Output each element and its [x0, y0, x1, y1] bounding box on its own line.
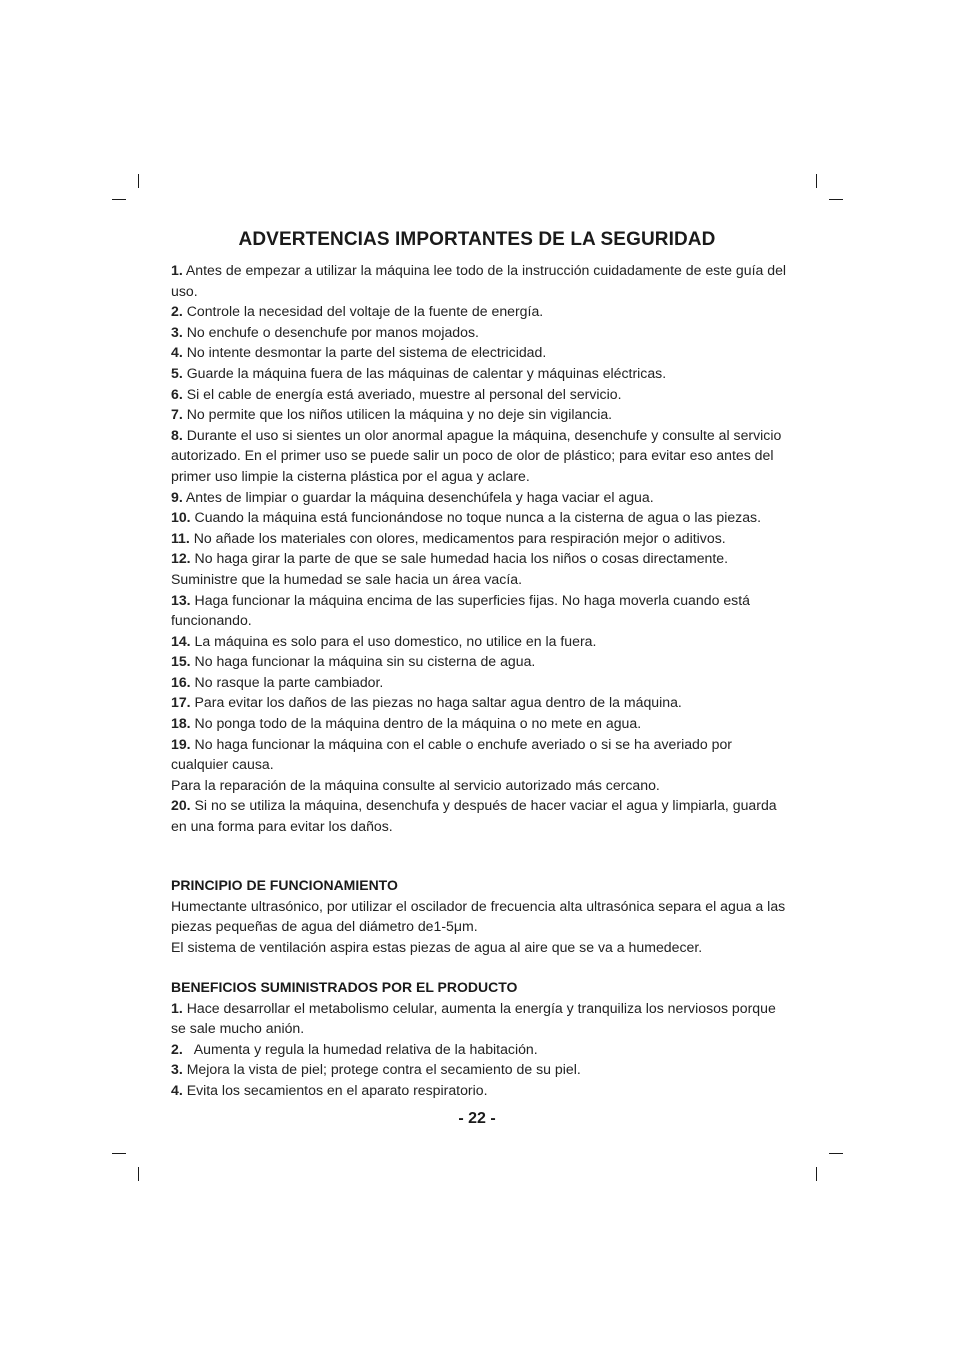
safety-item — [171, 734, 791, 775]
principle-paragraph: Humectante ultrasónico, por utilizar el oscilador de frecuencia alta ultrasónica separa el agua a las piezas pequeñas de agua del diámetro de1-5μm. — [171, 897, 786, 935]
item-number: 16. — [171, 673, 191, 690]
item-text: No haga funcionar la máquina con el cable o enchufe averiado o si se ha averiado por cualquier causa. — [171, 735, 732, 773]
item-text: Para evitar los daños de las piezas no haga saltar agua dentro de la máquina. — [194, 694, 682, 711]
item-number: 15. — [171, 653, 191, 670]
page-number: - 22 - — [458, 1110, 496, 1127]
safety-item — [171, 507, 791, 528]
item-text: Controle la necesidad del voltaje de la fuente de energía. — [186, 303, 544, 320]
item-number: 19. — [171, 735, 191, 752]
repair-note: Para la reparación de la máquina consulte al servicio autorizado más cercano. — [171, 776, 660, 793]
safety-item — [171, 322, 791, 343]
item-number: 13. — [171, 591, 191, 608]
safety-item — [171, 260, 791, 301]
benefit-item — [171, 1059, 791, 1080]
item-number: 11. — [171, 529, 190, 546]
safety-item — [171, 590, 791, 631]
item-text: No enchufe o desenchufe por manos mojados. — [186, 323, 479, 340]
item-number: 5. — [171, 364, 183, 381]
item-number: 8. — [171, 426, 183, 443]
item-number: 2. — [171, 1040, 183, 1057]
item-number: 12. — [171, 550, 191, 567]
item-text: No añade los materiales con olores, medicamentos para respiración mejor o aditivos. — [193, 529, 726, 546]
crop-mark-bottom-right-v — [816, 1167, 817, 1181]
crop-mark-top-left-v — [138, 174, 139, 188]
crop-mark-top-right-h — [829, 199, 843, 200]
item-number: 14. — [171, 632, 191, 649]
item-number: 1. — [171, 999, 183, 1016]
crop-mark-top-right-v — [816, 174, 817, 188]
item-text: No haga girar la parte de que se sale humedad hacia los niños o cosas directamente. Suministre que la humedad se sale hacia un área vacía. — [171, 550, 729, 587]
safety-item — [171, 528, 791, 549]
item-text: Haga funcionar la máquina encima de las superficies fijas. No haga moverla cuando está funcionando. — [171, 591, 750, 629]
safety-item — [171, 692, 791, 713]
item-number: 17. — [171, 694, 191, 711]
item-number: 2. — [171, 303, 183, 320]
safety-item — [171, 363, 791, 384]
benefit-item — [171, 1080, 791, 1101]
item-text: No haga funcionar la máquina sin su cisterna de agua. — [194, 653, 536, 670]
item-text: Guarde la máquina fuera de las máquinas de calentar y máquinas eléctricas. — [186, 364, 667, 381]
safety-item — [171, 672, 791, 693]
item-number: 6. — [171, 385, 183, 402]
item-number: 9. — [171, 488, 183, 505]
item-text: No intente desmontar la parte del sistema de electricidad. — [186, 344, 547, 361]
page-title: ADVERTENCIAS IMPORTANTES DE LA SEGURIDAD — [238, 229, 716, 250]
item-number: 18. — [171, 715, 191, 732]
item-number: 10. — [171, 509, 191, 526]
safety-item — [171, 384, 791, 405]
safety-item — [171, 631, 791, 652]
item-text: Si no se utiliza la máquina, desenchufa y después de hacer vaciar el agua y limpiarla, guarda en una forma para evitar los daños. — [171, 797, 777, 835]
item-text: No rasque la parte cambiador. — [194, 673, 384, 690]
item-text: Antes de empezar a utilizar la máquina lee todo de la instrucción cuidadamente de este guía del uso. — [171, 262, 787, 299]
item-text: Evita los secamientos en el aparato respiratorio. — [186, 1081, 488, 1098]
safety-warnings-list — [171, 260, 791, 837]
item-number: 4. — [171, 344, 183, 361]
crop-mark-bottom-right-h — [829, 1153, 843, 1154]
item-text: Mejora la vista de piel; protege contra el secamiento de su piel. — [186, 1061, 581, 1078]
item-number: 3. — [171, 1061, 183, 1078]
principle-section — [171, 875, 791, 957]
benefits-heading: BENEFICIOS SUMINISTRADOS POR EL PRODUCTO — [171, 979, 518, 995]
item-text: Antes de limpiar o guardar la máquina desenchúfela y haga vaciar el agua. — [185, 488, 654, 505]
crop-mark-bottom-left-v — [138, 1167, 139, 1181]
safety-item — [171, 404, 791, 425]
safety-item — [171, 487, 791, 508]
benefit-item — [171, 998, 791, 1039]
item-number: 3. — [171, 323, 183, 340]
item-number: 7. — [171, 406, 183, 423]
safety-item — [171, 342, 791, 363]
item-text: No permite que los niños utilicen la máquina y no deje sin vigilancia. — [186, 406, 613, 423]
item-text: Cuando la máquina está funcionándose no toque nunca a la cisterna de agua o las piezas. — [194, 509, 762, 526]
item-text: Durante el uso si sientes un olor anormal apague la máquina, desenchufe y consulte al servicio autorizado. En el primer uso se puede salir un poco de olor de plástico; para evitar eso antes del primer uso limpie la cisterna plástica por el agua y aclare. — [171, 426, 782, 484]
safety-item — [171, 713, 791, 734]
safety-item — [171, 651, 791, 672]
safety-item — [171, 795, 791, 836]
crop-mark-bottom-left-h — [112, 1153, 126, 1154]
item-text: Hace desarrollar el metabolismo celular, aumenta la energía y tranquiliza los nerviosos porque se sale mucho anión. — [171, 999, 776, 1037]
benefits-section — [171, 977, 791, 1101]
safety-item — [171, 425, 791, 487]
benefit-item — [171, 1039, 791, 1060]
crop-mark-top-left-h — [112, 199, 126, 200]
principle-heading: PRINCIPIO DE FUNCIONAMIENTO — [171, 877, 398, 893]
item-text: Si el cable de energía está averiado, muestre al personal del servicio. — [186, 385, 622, 402]
principle-paragraph: El sistema de ventilación aspira estas piezas de agua al aire que se va a humedecer. — [171, 938, 703, 955]
item-number: 1. — [171, 262, 183, 278]
safety-item — [171, 548, 791, 589]
safety-item — [171, 301, 791, 322]
item-text: Aumenta y regula la humedad relativa de la habitación. — [186, 1040, 538, 1057]
item-number: 20. — [171, 797, 191, 814]
item-text: La máquina es solo para el uso domestico, no utilice en la fuera. — [194, 632, 597, 649]
item-text: No ponga todo de la máquina dentro de la máquina o no mete en agua. — [194, 715, 642, 732]
item-number: 4. — [171, 1081, 183, 1098]
